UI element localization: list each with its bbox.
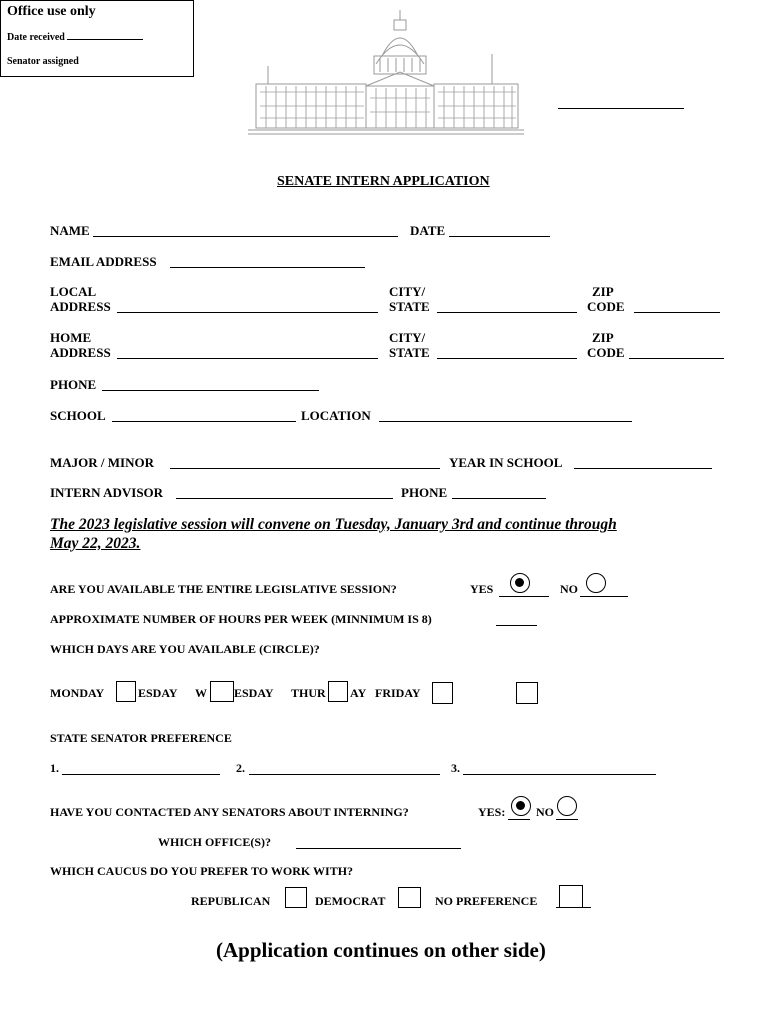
preference-3-field[interactable] — [463, 774, 656, 775]
contacted-yes-radio[interactable] — [511, 796, 531, 816]
caucus-none-label: NO PREFERENCE — [435, 894, 538, 908]
advisor-phone-field[interactable] — [452, 498, 546, 499]
available-no-label: NO — [560, 582, 578, 596]
preference-2-field[interactable] — [249, 774, 440, 775]
offices-question: WHICH OFFICE(S)? — [158, 835, 272, 849]
available-question: ARE YOU AVAILABLE THE ENTIRE LEGISLATIVE SESSION? — [50, 582, 397, 596]
day-thursday-b: AY — [350, 686, 367, 700]
available-yes-radio[interactable] — [510, 573, 530, 593]
home-city-state-field[interactable] — [437, 358, 577, 359]
local-city-label: CITY/ — [389, 284, 426, 299]
available-yes-label: YES — [470, 582, 494, 596]
republican-checkbox[interactable] — [285, 887, 307, 908]
name-field[interactable] — [93, 236, 398, 237]
senator-assigned-label: Senator assigned — [7, 56, 79, 67]
no-preference-line — [556, 907, 591, 908]
contacted-yes-line — [508, 819, 530, 820]
local-address-label: ADDRESS — [50, 299, 111, 314]
major-label: MAJOR / MINOR — [50, 455, 154, 470]
days-question: WHICH DAYS ARE YOU AVAILABLE (CIRCLE)? — [50, 642, 320, 656]
local-zip-label: ZIP — [592, 284, 614, 299]
continues-note: (Application continues on other side) — [216, 938, 546, 962]
contacted-no-label: NO — [536, 805, 554, 819]
home-address-label: ADDRESS — [50, 345, 111, 360]
date-field[interactable] — [449, 236, 550, 237]
contacted-no-radio[interactable] — [557, 796, 577, 816]
session-note-line-2: May 22, 2023. — [50, 535, 141, 552]
phone-label: PHONE — [50, 377, 97, 392]
major-field[interactable] — [170, 468, 440, 469]
name-label: NAME — [50, 223, 90, 238]
contacted-no-line — [556, 819, 578, 820]
advisor-label: INTERN ADVISOR — [50, 485, 164, 500]
home-label: HOME — [50, 330, 92, 345]
caucus-republican-label: REPUBLICAN — [191, 894, 271, 908]
session-note-line-1: The 2023 legislative session will convene on Tuesday, January 3rd and continue through — [50, 516, 617, 533]
available-no-line — [580, 596, 628, 597]
senator-assigned-line — [558, 108, 684, 109]
location-field[interactable] — [379, 421, 632, 422]
school-label: SCHOOL — [50, 408, 106, 423]
home-city-label: CITY/ — [389, 330, 426, 345]
contacted-yes-label: YES: — [478, 805, 506, 819]
home-zip-label: ZIP — [592, 330, 614, 345]
hours-question: APPROXIMATE NUMBER OF HOURS PER WEEK (MINNIMUM IS 8) — [50, 612, 432, 626]
extra-checkbox[interactable] — [516, 682, 538, 704]
thursday-checkbox[interactable] — [328, 681, 348, 702]
wednesday-checkbox[interactable] — [210, 681, 234, 702]
offices-field[interactable] — [296, 848, 461, 849]
caucus-question: WHICH CAUCUS DO YOU PREFER TO WORK WITH? — [50, 864, 354, 878]
year-field[interactable] — [574, 468, 712, 469]
date-label: DATE — [410, 223, 446, 238]
hours-field[interactable] — [496, 625, 537, 626]
home-state-label: STATE — [389, 345, 430, 360]
preference-1-label: 1. — [50, 761, 59, 775]
no-preference-checkbox[interactable] — [559, 885, 583, 908]
preference-2-label: 2. — [236, 761, 245, 775]
location-label: LOCATION — [301, 408, 371, 423]
capitol-building-logo — [248, 6, 524, 138]
day-monday: MONDAY — [50, 686, 105, 700]
available-yes-line — [499, 596, 549, 597]
preference-1-field[interactable] — [62, 774, 220, 775]
senator-preference-title: STATE SENATOR PREFERENCE — [50, 731, 232, 745]
preference-3-label: 3. — [451, 761, 460, 775]
local-city-state-field[interactable] — [437, 312, 577, 313]
day-wednesday-b: ESDAY — [234, 686, 274, 700]
caucus-democrat-label: DEMOCRAT — [315, 894, 386, 908]
form-title: SENATE INTERN APPLICATION — [277, 174, 490, 189]
day-tuesday: ESDAY — [138, 686, 178, 700]
contacted-question: HAVE YOU CONTACTED ANY SENATORS ABOUT INTERNING? — [50, 805, 409, 819]
home-zip-field[interactable] — [629, 358, 724, 359]
home-address-field[interactable] — [117, 358, 378, 359]
local-address-field[interactable] — [117, 312, 378, 313]
school-field[interactable] — [112, 421, 296, 422]
date-received-label: Date received — [7, 32, 143, 43]
available-no-radio[interactable] — [586, 573, 606, 593]
advisor-phone-label: PHONE — [401, 485, 448, 500]
day-thursday-a: THUR — [291, 686, 326, 700]
advisor-field[interactable] — [176, 498, 393, 499]
local-code-label: CODE — [587, 299, 625, 314]
phone-field[interactable] — [102, 390, 319, 391]
day-wednesday-a: W — [195, 686, 207, 700]
office-use-box — [0, 0, 194, 77]
local-label: LOCAL — [50, 284, 97, 299]
local-zip-field[interactable] — [634, 312, 720, 313]
day-friday: FRIDAY — [375, 686, 421, 700]
local-state-label: STATE — [389, 299, 430, 314]
democrat-checkbox[interactable] — [398, 887, 421, 908]
year-label: YEAR IN SCHOOL — [449, 455, 563, 470]
monday-checkbox[interactable] — [116, 681, 136, 702]
email-label: EMAIL ADDRESS — [50, 254, 157, 269]
office-use-title: Office use only — [7, 4, 96, 19]
home-code-label: CODE — [587, 345, 625, 360]
friday-checkbox[interactable] — [432, 682, 453, 704]
email-field[interactable] — [170, 267, 365, 268]
